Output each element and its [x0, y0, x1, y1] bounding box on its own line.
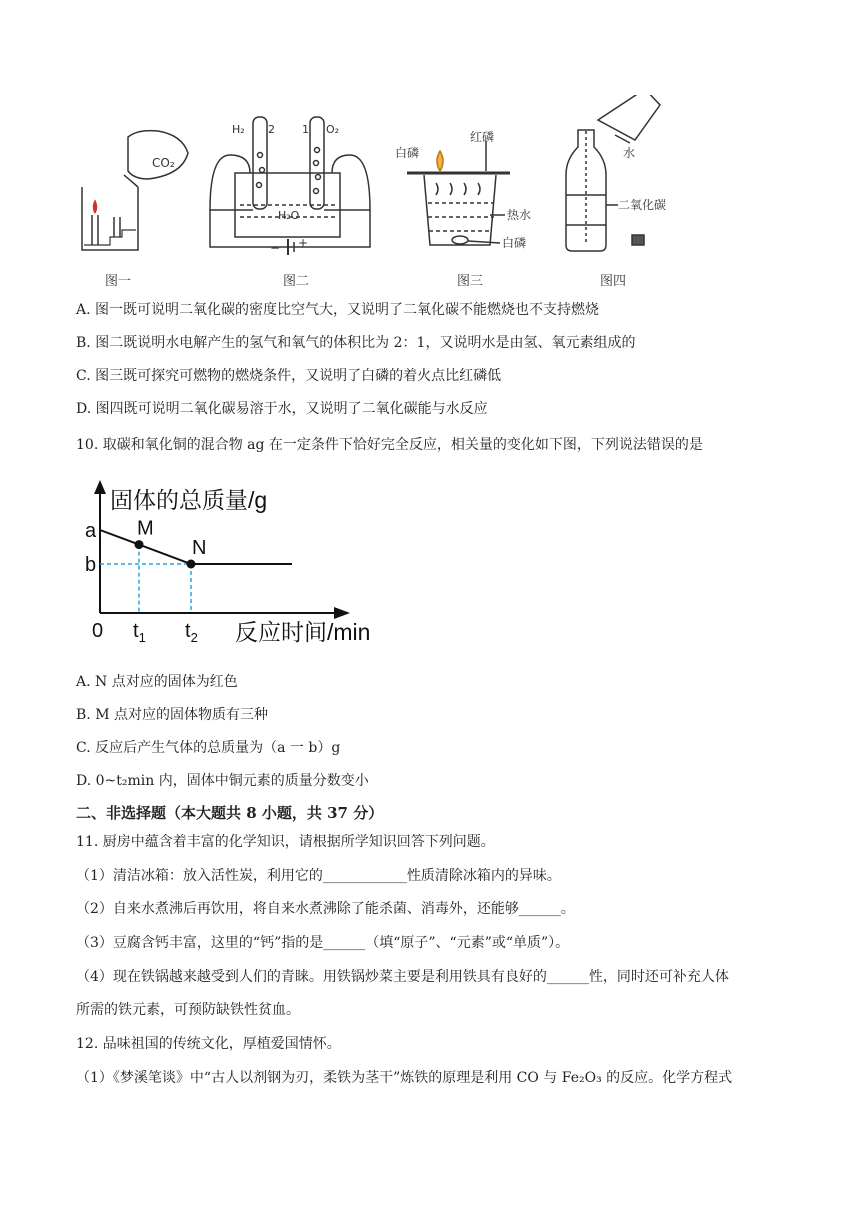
- q11-part-2: （2）自来水煮沸后再饮用，将自来水煮沸除了能杀菌、消毒外，还能够______。: [76, 901, 575, 917]
- q11-part-4: （4）现在铁锅越来越受到人们的青睐。用铁锅炒菜主要是利用铁具有良好的______性，同时还可补充人体: [76, 969, 729, 985]
- q10-option-a: A. N 点对应的固体为红色: [76, 674, 238, 690]
- y-axis-arrow: [94, 480, 106, 494]
- y-axis-label: 固体的总质量/g: [110, 487, 268, 513]
- q11-stem: 11. 厨房中蕴含着丰富的化学知识，请根据所学知识回答下列问题。: [76, 834, 495, 850]
- q9-option-c: C. 图三既可探究可燃物的燃烧条件，又说明了白磷的着火点比红磷低: [76, 368, 502, 384]
- experiment-figures-svg: [70, 95, 700, 290]
- figure-caption-4: 图四: [600, 274, 627, 289]
- x-axis-arrow: [334, 607, 350, 619]
- section-2-title: 二、非选择题（本大题共 8 小题，共 37 分）: [76, 804, 384, 822]
- point-label-M: M: [137, 517, 154, 540]
- q12-stem: 12. 品味祖国的传统文化，厚植爱国情怀。: [76, 1036, 341, 1052]
- experiment-figures: [70, 95, 700, 290]
- fig3-white-p-bottom: 白磷: [502, 236, 527, 250]
- fig2-h2o-label: H₂O: [278, 209, 300, 222]
- q11-part-1: （1）清洁冰箱：放入活性炭，利用它的____________性质清除冰箱内的异味。: [76, 868, 561, 884]
- figure-3: [407, 141, 510, 245]
- x-axis-label: 反应时间/min: [235, 619, 371, 645]
- fig2-plus: +: [298, 236, 309, 250]
- q10-stem: 10. 取碳和氧化铜的混合物 ag 在一定条件下恰好完全反应，相关量的变化如下图，下列说法错误的是: [76, 437, 703, 453]
- fig2-mark-h: 2: [268, 123, 275, 136]
- fig2-mark-o: 1: [302, 123, 309, 136]
- fig3-hot-water: 热水: [507, 208, 532, 222]
- origin-label: 0: [92, 620, 104, 642]
- x-tick-t2: $t_2$: [185, 620, 198, 645]
- q9-option-b: B. 图二既说明水电解产生的氢气和氧气的体积比为 2：1，又说明水是由氢、氧元素组成的: [76, 335, 636, 351]
- figure-caption-3: 图三: [457, 274, 484, 289]
- point-M: [135, 540, 144, 549]
- point-label-N: N: [192, 537, 207, 559]
- q9-option-a: A. 图一既可说明二氧化碳的密度比空气大，又说明了二氧化碳不能燃烧也不支持燃烧: [76, 302, 600, 318]
- q10-option-c: C. 反应后产生气体的总质量为（a 一 b）g: [76, 740, 341, 756]
- figure-2: [210, 117, 370, 255]
- q11-part-4-cont: 所需的铁元素，可预防缺铁性贫血。: [76, 1002, 300, 1018]
- fig4-water-label: 水: [623, 146, 636, 160]
- y-tick-b: b: [85, 554, 97, 576]
- q10-option-b: B. M 点对应的固体物质有三种: [76, 707, 268, 723]
- q12-part-1: （1）《梦溪笔谈》中“古人以剂钢为刃，柔铁为茎干”炼铁的原理是利用 CO 与 Fe₂O₃ 的反应。化学方程式: [76, 1070, 733, 1086]
- figure-4: [566, 95, 660, 251]
- fig3-white-p-top: 白磷: [395, 146, 420, 160]
- fig1-co2-label: CO₂: [152, 156, 175, 170]
- fig2-h2-label: H₂: [232, 123, 245, 136]
- q11-part-3: （3）豆腐含钙丰富，这里的“钙”指的是______（填“原子”、“元素”或“单质”）。: [76, 935, 570, 951]
- q10-option-d: D. 0~t₂min 内，固体中铜元素的质量分数变小: [76, 773, 369, 789]
- fig4-co2-label: 二氧化碳: [618, 198, 667, 212]
- fig2-minus: −: [270, 241, 281, 255]
- fig3-red-p: 红磷: [470, 130, 495, 144]
- x-tick-t1: $t_1$: [133, 620, 146, 645]
- mass-time-chart: [80, 470, 400, 650]
- figure-1: [82, 131, 188, 250]
- q9-option-d: D. 图四既可说明二氧化碳易溶于水，又说明了二氧化碳能与水反应: [76, 401, 488, 417]
- mass-time-chart-svg: [80, 470, 400, 650]
- y-tick-a: a: [85, 520, 97, 542]
- figure-caption-2: 图二: [283, 274, 310, 289]
- fig2-o2-label: O₂: [326, 123, 340, 136]
- point-N: [187, 560, 196, 569]
- figure-caption-1: 图一: [105, 274, 132, 289]
